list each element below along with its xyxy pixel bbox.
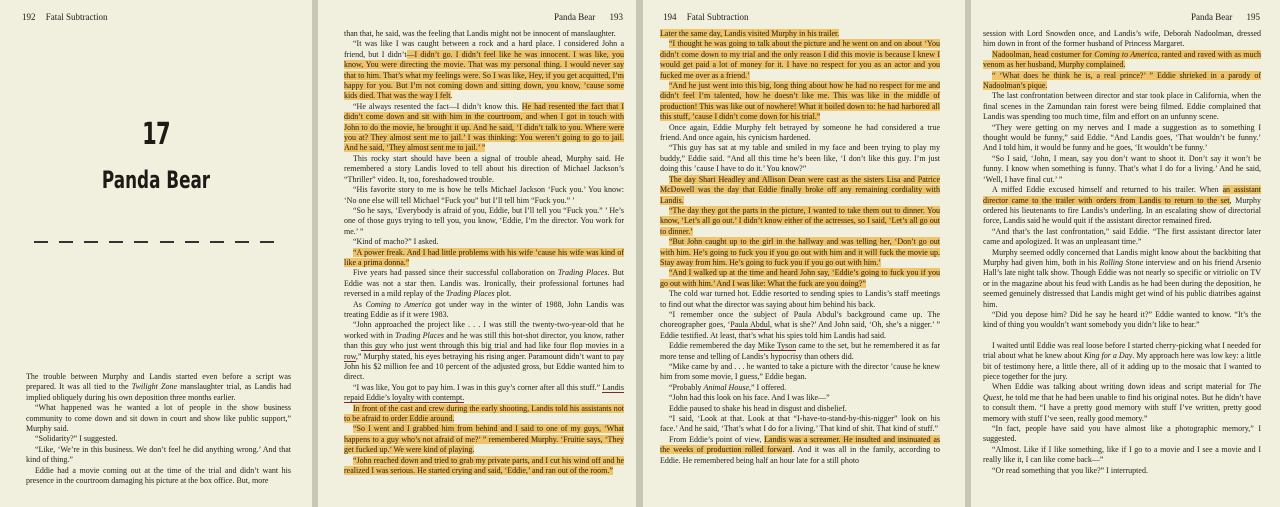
paragraph: “Like, ‘We’re in this business. We don’t feel he did anything wrong.’ And that kind of thing.” bbox=[26, 444, 291, 465]
highlight: “ ‘What does he think he is, a real prince?’ ” Eddie shrieked in a parody of Nadoolman’s pique. bbox=[983, 70, 1261, 91]
paragraph bbox=[660, 206, 940, 237]
chapter-divider bbox=[34, 241, 274, 243]
paragraph: “Did you depose him? Did he say he heard it?” Eddie wanted to know. “It’s the kind of thing you wouldn’t want somebody you didn’t like to hear.” bbox=[983, 309, 1261, 330]
highlight: “And he just went into this big, long thing about how he had no respect for me and didn’t feel I’m talented, how he doesn’t like me. This was like in the middle of production! This was like out of nowhere! What it boiled down to: he had harbored all this stuff, ’cause I didn’t come down for his trial.” bbox=[660, 81, 940, 122]
chapter-number: 17 bbox=[142, 117, 170, 152]
paragraph bbox=[344, 456, 624, 477]
page-body bbox=[344, 29, 624, 476]
highlight: In front of the cast and crew during the early shooting, Landis told his assistants not to be afraid to order Eddie around. bbox=[344, 403, 624, 424]
paragraph: Eddie remembered the day Mike Tyson came to the set, but he remembered it as far more tense and telling of Landis’s hypocrisy than others did. bbox=[660, 341, 941, 361]
highlight: “But John caught up to the girl in the hallway and was telling her, ‘Don’t go out with him. He’s going to fuck you if you go out with him and it will fuck the movie up. Stay away from him. He’s going to fuck you if you go out with him.’ bbox=[660, 237, 940, 267]
paragraph: The last confrontation between director and star took place in California, when the final scenes in the Zamundan rain forest were being filmed. Eddie complained that Landis was spending too much time, film and effort on an unfunny scene. bbox=[983, 91, 1261, 122]
paragraph: The trouble between Murphy and Landis started even before a script was prepared. It was all tied to the Twilight Zone manslaughter trial, as Landis had implied obliquely during his own deposition three months earlier. bbox=[26, 372, 291, 402]
paragraph: session with Lord Snowden once, and Landis’s wife, Deborah Nadoolman, dressed him down in front of the former husband of Princess Margaret. bbox=[983, 29, 1261, 49]
highlight: He had resented the fact that I didn’t come down and sit with him in the courtroom, and when I got in touch with John to do the movie, he brought it up. And he said, ‘I didn’t talk to you. Where were you at? They almost sent me to jail.’ I was thinking: You weren’t going to go to jail. And he said, ‘They almost sent me to jail.’ ” bbox=[344, 101, 624, 153]
paragraph: When Eddie was talking about writing down ideas and script material for The Quest, he told me that he had been unable to find his original notes. But he didn’t have to consult them. “I have a pretty good memory with stuff I’ve written, pretty good memory with stuff I’ve seen, really good memory.” bbox=[983, 382, 1261, 423]
header-title: Panda Bear bbox=[1191, 12, 1233, 22]
highlight: “John reached down and tried to grab my private parts, and I cut his wind off and he realized I was serious. He started crying and said, ‘Eddie,’ and ran out of the room.” bbox=[344, 455, 624, 476]
underline-mark: Mike Tyson bbox=[757, 341, 797, 351]
running-header bbox=[554, 12, 623, 22]
paragraph: Eddie paused to shake his head in disgust and disbelief. bbox=[669, 403, 847, 413]
highlight: “I thought he was going to talk about the picture and he went on and on about ‘You didn’t come down to my trial and the only reason I did this movie is because I knew I would get paid a lot of money for it. I have no respect for you as an actor and you fucked me over as a friend.’ bbox=[660, 39, 940, 80]
paragraph: “It was like I was caught between a rock and a hard place. I considered John a friend, but I didn’t—I didn’t go. I didn’t feel like he was innocent. I was like, you know, You were directing the movie. That was my personal thing. I would never say that to him. That’s what my feelings were. So I was like, Hey, if you get acquitted, I’m happy for you. But I’m not coming down and sitting down, you know, ’cause some kids died. That was the way I felt. bbox=[344, 39, 624, 101]
page-number: 192 bbox=[22, 12, 36, 22]
page-body bbox=[26, 372, 291, 486]
paragraph bbox=[660, 39, 940, 81]
paragraph bbox=[660, 81, 940, 123]
paragraph: A miffed Eddie excused himself and returned to his trailer. When an assistant director came to the trailer with orders from Landis to return to the set, Murphy ordered his lieutenants to fire Landis’s underling. In an escalating show of directorial force, Landis said he would quit if the assistant director remained fired. bbox=[983, 185, 1261, 226]
paragraph: “Solidarity?” I suggested. bbox=[35, 434, 118, 444]
paragraph: “Kind of macho?” I asked. bbox=[353, 237, 439, 247]
page-193 bbox=[318, 0, 636, 507]
paragraph: Murphy seemed oddly concerned that Landis might know about the backbiting that Murphy had given him, both in his Rolling Stone interview and on his friend Arsenio Hall’s late night talk show. Though Eddie was not nearly so specific or vitriolic on TV or in the magazine about his feud with Landis as he had been during the deposition, he seemed genuinely distressed that Landis might get wind of his public diatribes against him. bbox=[983, 247, 1261, 309]
paragraph: “I said, ‘Look at that. Look at that “I-have-to-stand-by-this-nigger” look on his face.’ And he said, ‘That’s what I do for a living.’ That kind of shit. That kind of stuff.” bbox=[660, 414, 940, 434]
paragraph bbox=[983, 50, 1261, 71]
highlight: Landis was a screamer. He insulted and insinuated as the weeks of production rolled forward bbox=[660, 434, 940, 455]
highlight: an assistant director came to the trailer with orders from Landis to return to the set bbox=[983, 185, 1261, 205]
chapter-title: Panda Bear bbox=[101, 166, 211, 194]
highlight: The day Shari Headley and Allison Dean were cast as the sisters Lisa and Patrice McDowell was the day that Eddie finally broke off any remaining cordiality with Landis. bbox=[660, 174, 940, 205]
paragraph: “He always resented the fact—I didn’t know this. He had resented the fact that I didn’t come down and sit with him in the courtroom, and when I got in touch with John to do the movie, he brought it up. And he said, ‘I didn’t talk to you. Where were you at? They almost sent me to jail.’ I was thinking: You weren’t going to go to jail. And he said, ‘They almost sent me to jail.’ ” bbox=[344, 101, 624, 153]
paragraph: “So I said, ‘John, I mean, say you don’t want to shoot it. Don’t say it won’t be funny. I know when something is funny. That’s what I do for a living.’ And he said, ‘Well, I have final cut.’ ” bbox=[983, 153, 1261, 184]
paragraph: I waited until Eddie was real loose before I started cherry-picking what I needed for trial about what he knew about King for a Day. My approach here was low key: a little bit of testimony here, a little there, all of it adding up to the mosaic that I wanted to piece together for the jury. bbox=[983, 340, 1262, 381]
paragraph: Five years had passed since their successful collaboration on Trading Places. But Eddie was not a star then. Landis was. Ironically, their professional fortunes had reversed in a mild replay of the Trading Places plot. bbox=[344, 268, 625, 299]
running-header bbox=[1191, 12, 1260, 22]
highlight: Later the same day, Landis visited Murphy in his trailer. bbox=[660, 29, 840, 38]
paragraph: “Or read something that you like?” I interrupted. bbox=[992, 465, 1148, 475]
paragraph: This rocky start should have been a signal of trouble ahead, Murphy said. He remembered a story Landis loved to tell about his direction of Michael Jackson’s “Thriller” video. It, too, foreshadowed trouble. bbox=[344, 153, 624, 184]
paragraph: As Coming to America got under way in the winter of 1988, John Landis was treating Eddie as if it were 1983. bbox=[344, 299, 624, 319]
paragraph: than that, he said, was the feeling that Landis might not be innocent of manslaughter. bbox=[344, 29, 616, 38]
paragraph: “So he says, ‘Everybody is afraid of you, Eddie, but I’ll tell you “Fuck you.” ’ He’s one of those guys trying to tell you, you know, ‘Eddie, I’m the director. You work for me.’ ” bbox=[344, 205, 624, 236]
highlight: Nadoolman, head costumer for Coming to America, ranted and raved with as much venom as her husband, Murphy complained. bbox=[983, 49, 1262, 70]
paragraph: Eddie had a movie coming out at the time of the trial and didn’t want his presence in the courtroom damaging his picture at the box office. But, more bbox=[26, 465, 291, 486]
page-195 bbox=[971, 0, 1280, 507]
highlight: “So I went and I grabbed him from behind and I said to one of my guys, ‘What happens to a guy who’s not afraid of me?’ ” remembered Murphy. ‘Fruitie says, ‘They get fucked up.’ We were kind of playing. bbox=[344, 424, 624, 455]
highlight: “A power freak. And I had little problems with his wife ’cause his wife was kind of like a prima donna.” bbox=[344, 247, 624, 267]
highlight: “And I walked up at the time and heard John say, ‘Eddie’s going to fuck you if you go out with him.’ And I was like: What the fuck are you doing?” bbox=[660, 268, 940, 288]
paragraph: “In fact, people have said you have almost like a photographic memory,” I suggested. bbox=[983, 424, 1261, 444]
paragraph: “His favorite story to me is how he tells Michael Jackson ‘Fuck you.’ You know: ‘No one else will tell Michael “Fuck you” but I’ll tell him “Fuck you.” ’ bbox=[344, 185, 624, 205]
page-192 bbox=[0, 0, 312, 507]
paragraph: “They were getting on my nerves and I made a suggestion as to something I thought would be funny,” said Eddie. “And Landis goes, ‘That wouldn’t be funny.’ And I told him, it would be funny and he goes, ‘It wouldn’t be funny.’ bbox=[983, 122, 1261, 153]
paragraph: “Almost. Like if I like something, like if I go to a movie and I see a movie and I really like it, I can like come back—” bbox=[983, 444, 1261, 465]
highlight: —I didn’t go. I didn’t feel like he was innocent. I was like, you know, You were directing the movie. That was my personal thing. I would never say that to him. That’s what my feelings were. So I was like, Hey, if you get acquitted, I’m happy for you. But I’m not coming down and sitting down, you know, ’cause some kids died. That was the way I felt bbox=[344, 49, 624, 101]
page-number: 194 bbox=[663, 12, 677, 22]
paragraph bbox=[983, 71, 1261, 92]
paragraph: “Mike came by and . . . he wanted to take a picture with the director ’cause he knew him from some movie, I guess,” Eddie began. bbox=[660, 362, 940, 382]
paragraph: “And that’s the last confrontation,” said Eddie. “The first assistant director later came and apologized. It was an unpleasant time.” bbox=[983, 226, 1261, 247]
paragraph bbox=[660, 268, 940, 289]
paragraph: “John approached the project like . . . I was still the twenty-two-year-old that he worked with in Trading Places and he was still this hot-shot director, you know, rather than this guy who just went through this big trial and had like four flop movies in a row,” Murphy stated, his eyes betraying his rising anger. Paramount didn’t want to pay John his $2 million fee and 10 percent of the adjusted gross, but Eddie wanted him to direct. bbox=[344, 320, 625, 382]
paragraph: “I was like, You got to pay him. I was in this guy’s corner after all this stuff.” Landis repaid Eddie’s loyalty with contempt. bbox=[344, 382, 624, 403]
paragraph: “John had this look on his face. And I was like—” bbox=[669, 393, 830, 403]
header-title: Panda Bear bbox=[554, 12, 596, 22]
paragraph: Once again, Eddie Murphy felt betrayed by someone he had considered a true friend. And once again, his cynicism hardened. bbox=[660, 122, 940, 143]
paragraph bbox=[344, 404, 624, 425]
underline-mark: Paula Abdul bbox=[730, 320, 770, 330]
page-number: 195 bbox=[1246, 12, 1260, 22]
highlight: “The day they got the parts in the picture, I wanted to take them out to dinner. You know, ‘Let’s all go out.’ I didn’t know either of the actresses, so I said, ‘Let’s all go out to dinner.’ bbox=[660, 205, 940, 236]
underline-mark: this guy who just went through this big trial and had like four flop movies in a row bbox=[344, 341, 624, 361]
paragraph: “What happened was he wanted a lot of people in the show business community to come down and sit down in court and show like public support,” Murphy said. bbox=[26, 403, 291, 434]
paragraph bbox=[344, 424, 624, 455]
header-title: Fatal Subtraction bbox=[686, 12, 749, 22]
header-title: Fatal Subtraction bbox=[45, 12, 108, 22]
paragraph: “Probably Animal House,” I offered. bbox=[669, 382, 787, 392]
page-number: 193 bbox=[609, 12, 623, 22]
running-header bbox=[663, 12, 749, 22]
page-body bbox=[660, 29, 940, 466]
paragraph: “This guy has sat at my table and smiled in my face and been trying to play my buddy,” Eddie said. “And all this time he’s been like, ‘I don’t like this guy. I’m just doing this ’cause I have to do it.’ You know?” bbox=[660, 143, 940, 174]
running-header bbox=[22, 12, 108, 22]
paragraph: From Eddie’s point of view, Landis was a screamer. He insulted and insinuated as the weeks of production rolled forward. And it was all in the family, according to Eddie. He remembered being half an hour late for a still photo bbox=[660, 434, 940, 465]
underline-mark: Landis repaid Eddie’s loyalty with contempt. bbox=[344, 382, 624, 403]
page-194 bbox=[643, 0, 965, 507]
page-body bbox=[983, 29, 1261, 476]
paragraph: The cold war turned hot. Eddie resorted to sending spies to Landis’s staff meetings to find out what the director was saying about him behind his back. bbox=[660, 289, 940, 309]
paragraph: “I remember once the subject of Paula Abdul’s background came up. The choreographer goes, ‘Paula Abdul, what is she?’ And John said, ‘Oh, she’s a nigger.’ ” Eddie testified. At least, that’s what his spies told him Landis had said. bbox=[660, 309, 940, 340]
paragraph bbox=[344, 248, 624, 269]
paragraph bbox=[660, 29, 940, 39]
paragraph bbox=[660, 237, 940, 268]
paragraph bbox=[660, 175, 940, 206]
